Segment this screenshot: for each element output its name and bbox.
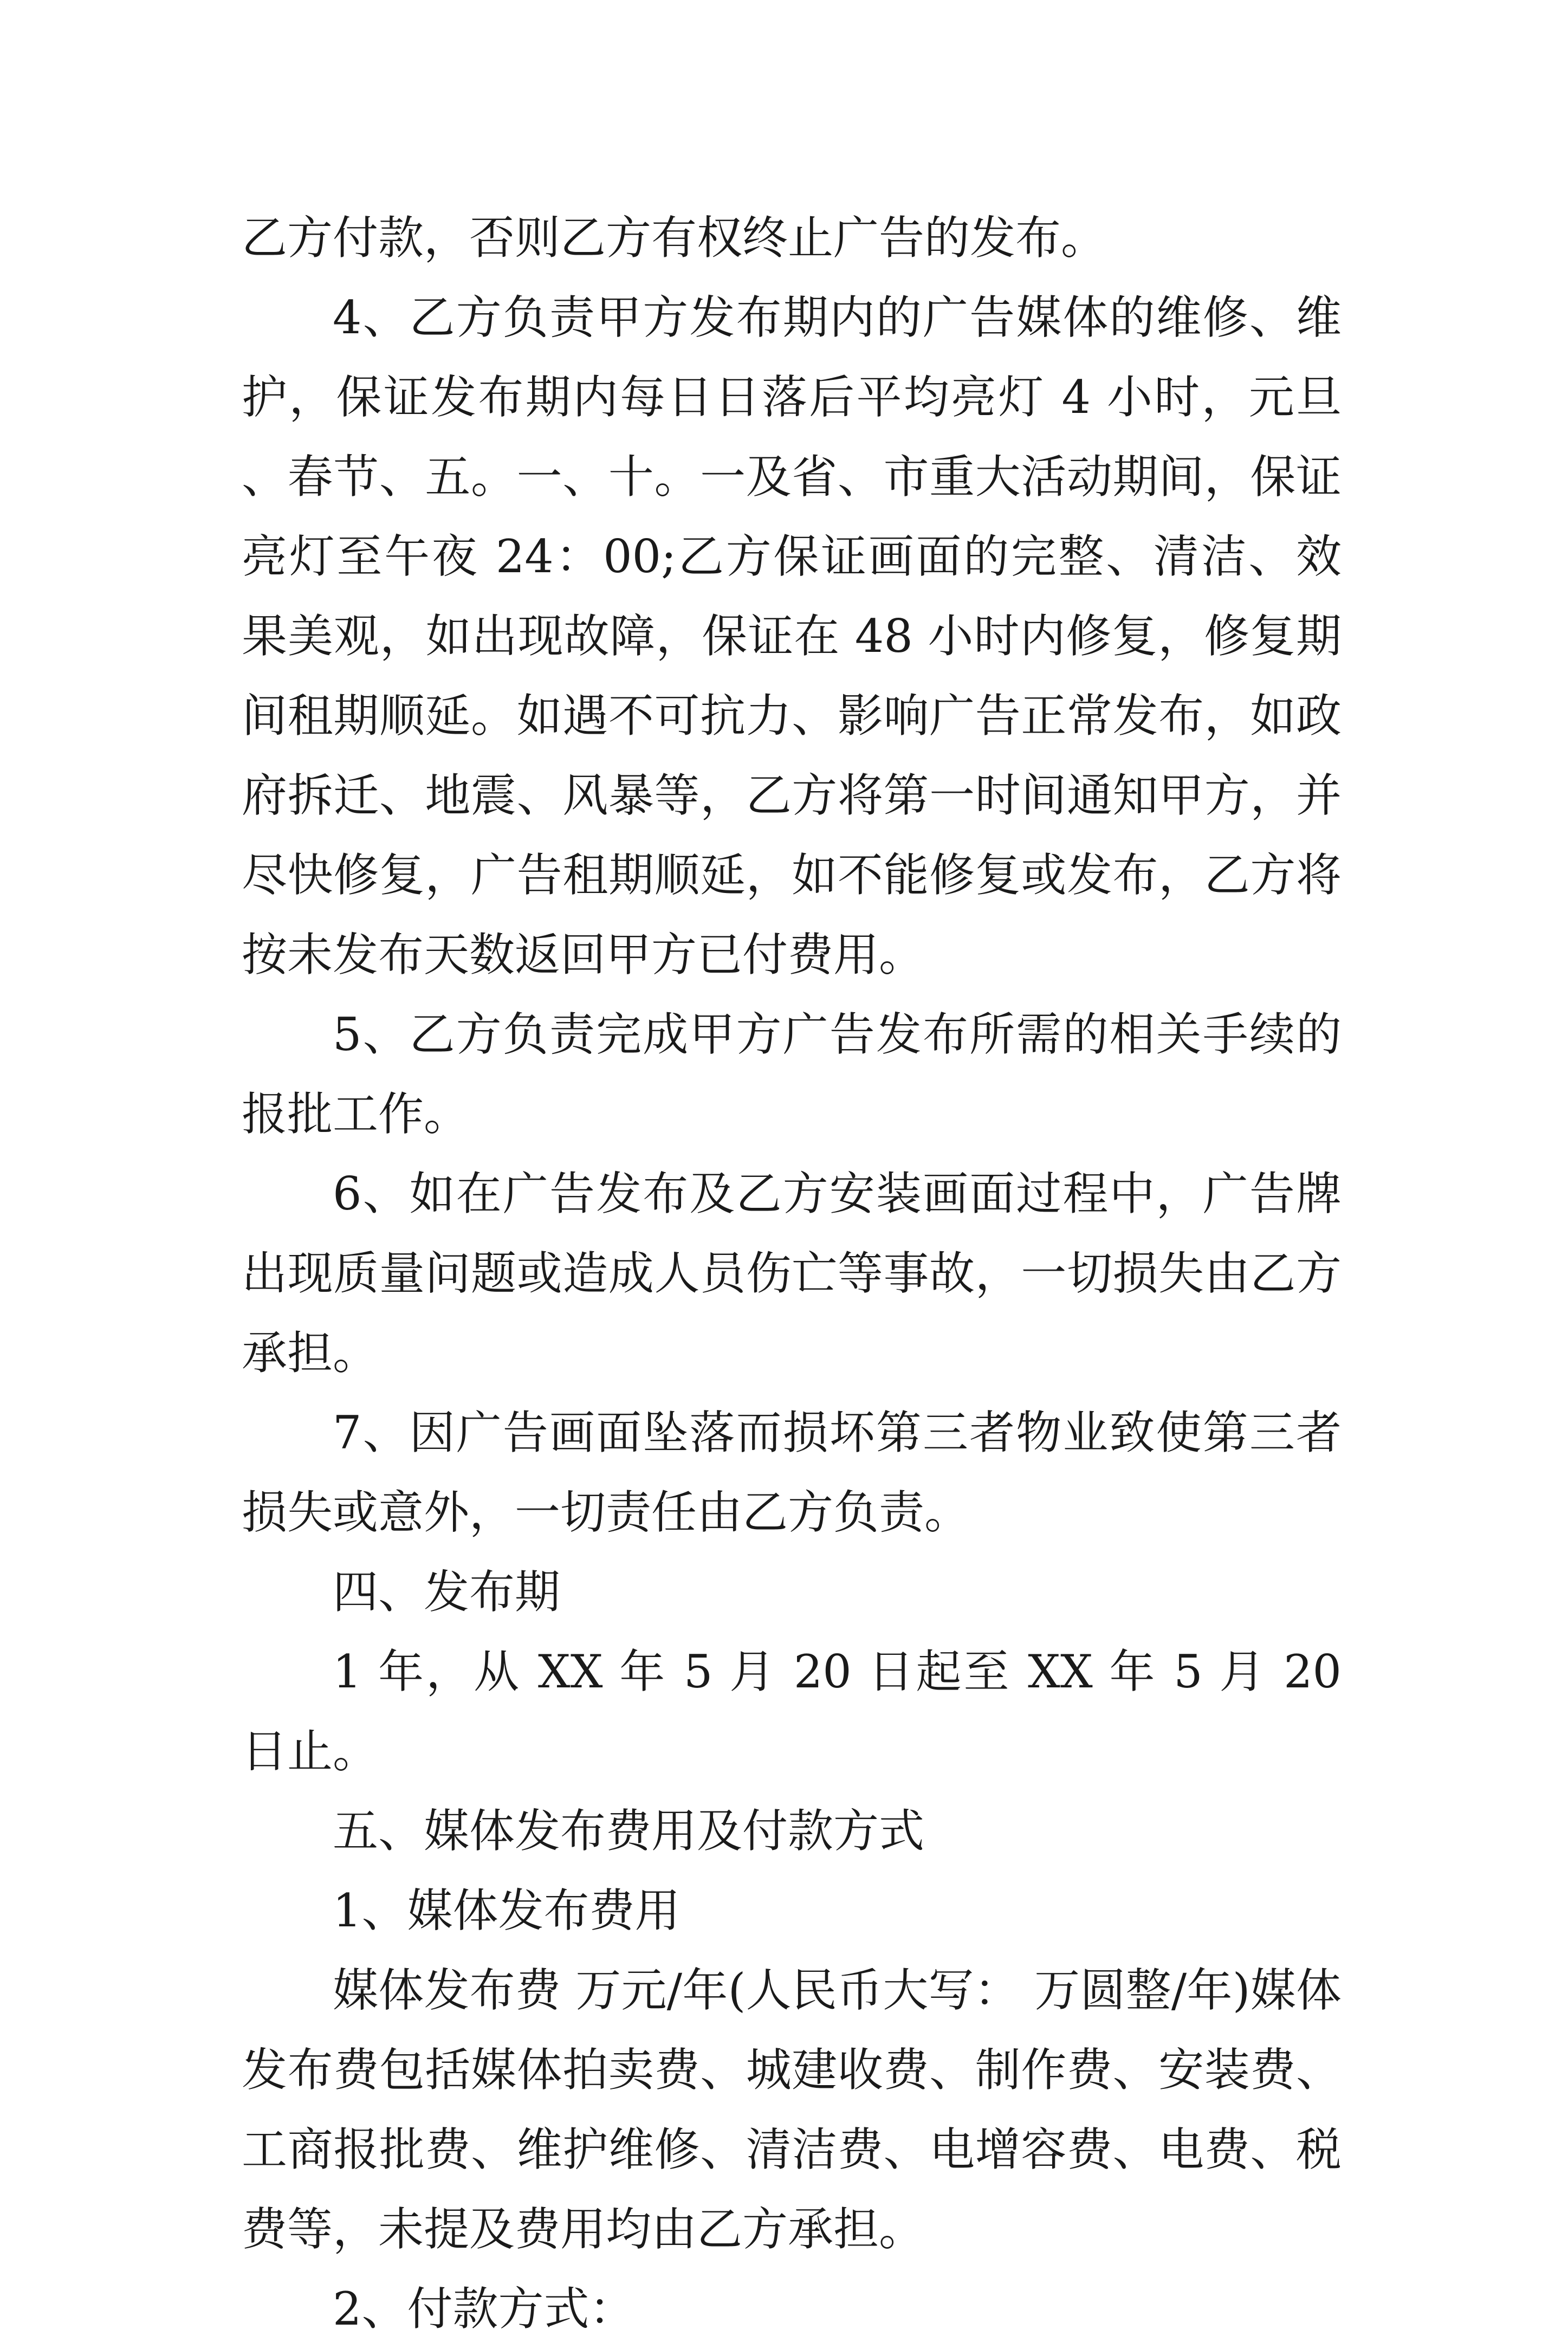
subheading-media-fees: 1、媒体发布费用 bbox=[333, 1884, 681, 1937]
paragraph-fee-details: 媒体发布费 万元/年(人民币大写： 万圆整/年)媒体发布费包括媒体拍卖费、城建收费、制作费、安装费、工商报批费、维护维修、清洁费、电增容费、电费、税费等，未提及费用均由乙方承担。 bbox=[242, 1964, 1342, 2256]
paragraph-publication-dates: 1 年，从 XX 年 5 月 20 日起至 XX 年 5 月 20 日止。 bbox=[242, 1645, 1342, 1778]
paragraph-payment-termination: 乙方付款，否则乙方有权终止广告的发布。 bbox=[242, 211, 1107, 264]
subheading-payment-method: 2、付款方式： bbox=[333, 2282, 635, 2335]
paragraph-clause-7-liability: 7、因广告画面坠落而损坏第三者物业致使第三者损失或意外，一切责任由乙方负责。 bbox=[242, 1406, 1342, 1539]
paragraph-clause-6-accidents: 6、如在广告发布及乙方安装画面过程中，广告牌出现质量问题或造成人员伤亡等事故，一切损失由乙方承担。 bbox=[242, 1167, 1342, 1380]
section-heading-fees-and-payment: 五、媒体发布费用及付款方式 bbox=[333, 1804, 925, 1858]
section-heading-publication-period: 四、发布期 bbox=[333, 1565, 561, 1619]
paragraph-clause-4-maintenance: 4、乙方负责甲方发布期内的广告媒体的维修、维护，保证发布期内每日日落后平均亮灯 4 小时，元旦、春节、五。一、十。一及省、市重大活动期间，保证亮灯至午夜 24：00;乙方保证画面的完整、清洁、效果美观，如出现故障，保证在 48 小时内修复，修复期间租期顺延。如遇不可抗力、影响广告正常发布，如政府拆迁、地震、风暴等，乙方将第一时间通知甲方，并尽快修复，广告租期顺延，如不能修复或发布，乙方将按未发布天数返回甲方已付费用。 bbox=[242, 291, 1342, 981]
document-body bbox=[242, 198, 1342, 2349]
paragraph-clause-5-approval: 5、乙方负责完成甲方广告发布所需的相关手续的报批工作。 bbox=[242, 1008, 1342, 1141]
